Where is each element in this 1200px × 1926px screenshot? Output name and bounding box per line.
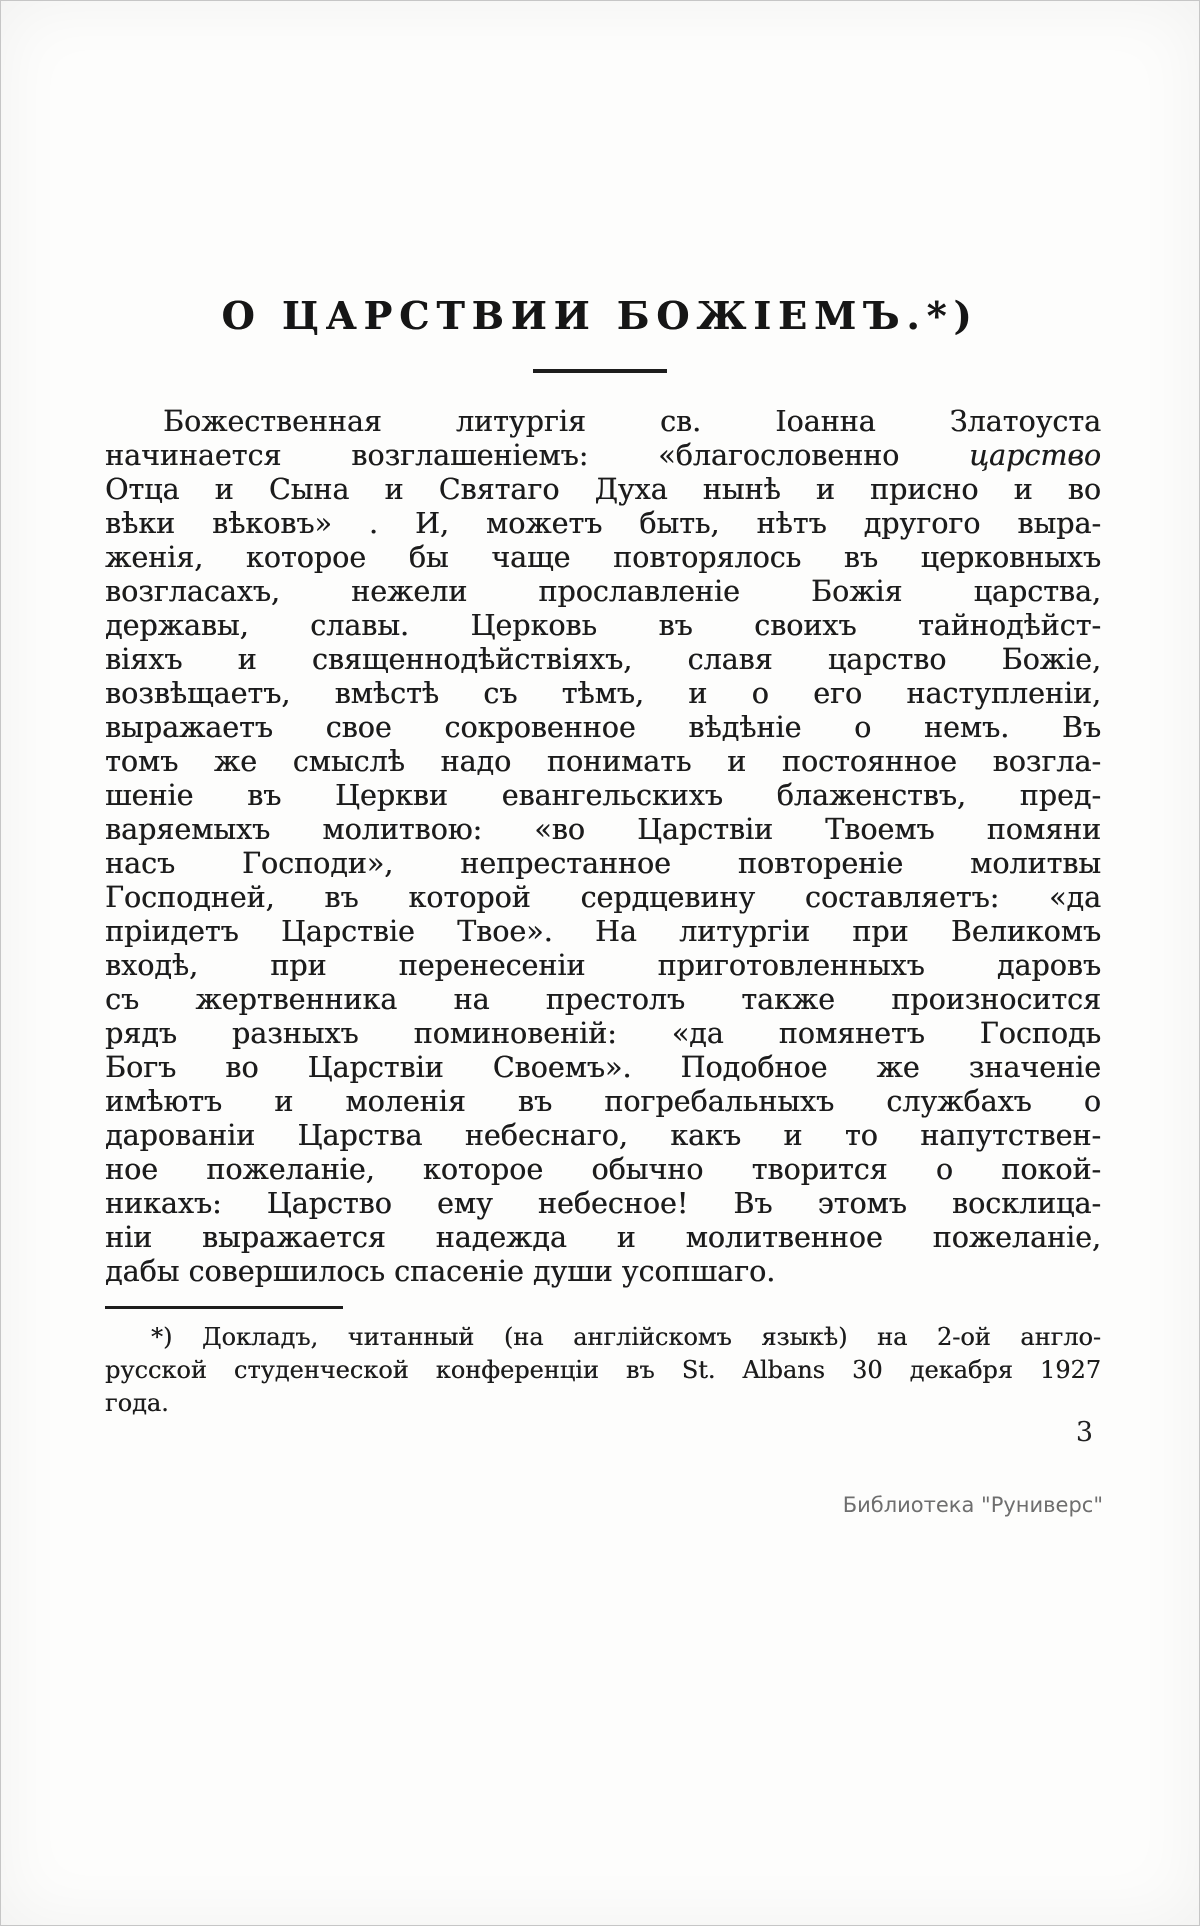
footnote-block (105, 1321, 1101, 1420)
footnote-line: *) Докладъ, читанный (на англійскомъ языкѣ) на 2-ой англо- (151, 1323, 1101, 1351)
body-line: шеніе въ Церкви евангельскихъ блаженствъ, пред- (105, 779, 1101, 812)
body-line: віяхъ и священнодѣйствіяхъ, славя царство Божіе, (105, 643, 1101, 676)
body-line: входѣ, при перенесеніи приготовленныхъ даровъ (105, 949, 1101, 982)
body-line: никахъ: Царство ему небесное! Въ этомъ восклица- (105, 1187, 1101, 1220)
body-line: дабы совершилось спасеніе души усопшаго. (105, 1255, 776, 1288)
body-line: державы, славы. Церковь въ своихъ тайнодѣйст- (105, 609, 1101, 642)
library-watermark: Библиотека "Руниверс" (842, 1493, 1103, 1517)
footnote-line: года. (105, 1389, 169, 1417)
page-title: О ЦАРСТВИИ БОЖІЕМЪ.*) (221, 293, 979, 338)
body-line-text: начинается возглашеніемъ: «благословенно (105, 439, 970, 472)
body-text-block (105, 405, 1101, 1289)
body-line: томъ же смыслѣ надо понимать и постоянное возгла- (105, 745, 1101, 778)
italic-word: царство (969, 439, 1101, 472)
body-line: дарованіи Царства небеснаго, какъ и то напутствен- (105, 1119, 1101, 1152)
body-line: пріидетъ Царствіе Твое». На литургіи при Великомъ (105, 915, 1101, 948)
body-line: имѣютъ и моленія въ погребальныхъ службахъ о (105, 1085, 1101, 1118)
body-line: Богъ во Царствіи Своемъ». Подобное же значеніе (105, 1051, 1101, 1084)
title-divider-rule (533, 369, 667, 373)
body-line: варяемыхъ молитвою: «во Царствіи Твоемъ помяни (105, 813, 1101, 846)
body-line: ное пожеланіе, которое обычно творится о покой- (105, 1153, 1101, 1186)
body-line: ніи выражается надежда и молитвенное пожеланіе, (105, 1221, 1101, 1254)
body-line: вѣки вѣковъ» . И, можетъ быть, нѣтъ другого выра- (105, 507, 1101, 540)
body-line: женія, которое бы чаще повторялось въ церковныхъ (105, 541, 1101, 574)
body-line: Божественная литургія св. Іоанна Златоуста (163, 405, 1101, 438)
footnote-divider-rule (105, 1306, 343, 1309)
body-line: рядъ разныхъ поминовеній: «да помянетъ Господь (105, 1017, 1101, 1050)
body-line (105, 439, 1101, 473)
body-line: Господней, въ которой сердцевину составляетъ: «да (105, 881, 1101, 914)
body-line: возвѣщаетъ, вмѣстѣ съ тѣмъ, и о его наступленіи, (105, 677, 1101, 710)
body-line: возгласахъ, нежели прославленіе Божія царства, (105, 575, 1101, 608)
body-line: съ жертвенника на престолъ также произносится (105, 983, 1101, 1016)
body-line: выражаетъ свое сокровенное вѣдѣніе о немъ. Въ (105, 711, 1101, 744)
footnote-line: русской студенческой конференціи въ St. Albans 30 декабря 1927 (105, 1356, 1101, 1384)
body-line: насъ Господи», непрестанное повтореніе молитвы (105, 847, 1101, 880)
body-line: Отца и Сына и Святаго Духа нынѣ и присно и во (105, 473, 1101, 506)
page-number: 3 (1075, 1417, 1093, 1448)
